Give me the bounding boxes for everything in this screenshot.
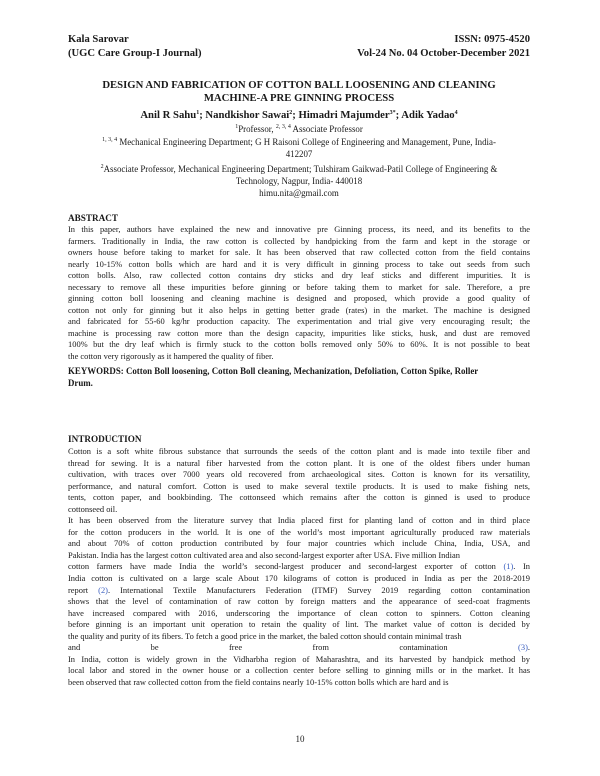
roles-text-1: Professor, bbox=[238, 124, 276, 134]
intro-p2-line: and about 70% of cotton production contributed by four major countries which include China, India, USA, and bbox=[68, 538, 530, 549]
p2-line-7a: report bbox=[68, 584, 99, 595]
issn: ISSN: 0975-4520 bbox=[454, 34, 530, 45]
page-number: 10 bbox=[295, 734, 305, 744]
abstract-line: owners house before taking to market for sale. It has been observed that raw collected cotton from the field contains bbox=[68, 247, 530, 258]
intro-paragraph-2 bbox=[68, 515, 530, 654]
abstract-line: machine is processing raw cotton more than the design capacity, impurities like sticks, husk, and dust are removed bbox=[68, 327, 530, 338]
intro-p1-line: thread for sewing. It is a natural fiber harvested from the cotton plant. It is one of the oldest fibers under human bbox=[68, 457, 530, 468]
author-list bbox=[68, 109, 530, 122]
volume-info: Vol-24 No. 04 October-December 2021 bbox=[357, 48, 530, 59]
title-line-1: DESIGN AND FABRICATION OF COTTON BALL LOOSENING AND CLEANING bbox=[102, 79, 496, 91]
roles-text-2: Associate Professor bbox=[290, 124, 363, 134]
intro-p2-line: have increased compared with 2016, underscoring the importance of clean cotton to spinners. Cotton cleaning bbox=[68, 607, 530, 618]
intro-p1-line: tents, cotton paper, and bookbinding. The cottonseed which remains after the cotton is ginned is used to produce bbox=[68, 492, 530, 503]
abstract-line: 100% but the dry leaf which is firmly stuck to the cotton bolls removed only 50% to 60%. It is not possible to beat bbox=[68, 339, 530, 350]
introduction-heading: INTRODUCTION bbox=[68, 434, 142, 444]
intro-p2-line: for the cotton producers in the world. It is one of the world’s most important agriculturally produced raw materials bbox=[68, 526, 530, 537]
abstract-line: cotton not only for ginning but it also helps in getting better grade (rates) in the market. The machine is designed bbox=[68, 304, 530, 315]
author-roles bbox=[68, 123, 530, 135]
title-line-2: MACHINE-A PRE GINNING PROCESS bbox=[203, 92, 395, 104]
abstract-heading: ABSTRACT bbox=[68, 213, 119, 223]
affil-1-line-2: 412207 bbox=[285, 149, 313, 159]
intro-p2-line: Pakistan. India has the largest cotton cultivated area and also second-largest exporter after USA. Five million Indian bbox=[68, 549, 460, 560]
author-1-sup: 1 bbox=[196, 110, 200, 116]
p2-line-5a: cotton farmers have made India the world’s second-largest producer and second-largest exporter of cotton bbox=[68, 561, 504, 572]
intro-p3-line: In India, cotton is widely grown in the Vidharbha region of Maharashtra, and its harvested by handpick method by bbox=[68, 653, 530, 664]
contact-email: himu.nita@gmail.com bbox=[259, 188, 339, 198]
introduction-body bbox=[68, 446, 530, 688]
intro-p1-line: cottonseed oil. bbox=[68, 503, 118, 514]
author-3: ; Himadri Majumder bbox=[292, 109, 390, 121]
intro-p2-line: the quality and purity of its fibers. To fetch a good price in the market, the baled cotton should contain minimal trash bbox=[68, 630, 462, 641]
affiliation-2 bbox=[68, 163, 530, 187]
intro-p1-line: Cotton is a soft white fibrous substance that surrounds the seeds of the cotton plant and is made into textile fiber and bbox=[68, 446, 530, 456]
abstract-body bbox=[68, 224, 530, 363]
journal-group: (UGC Care Group-I Journal) bbox=[68, 48, 202, 59]
intro-p2-line: It has been observed from the literature survey that India placed first for planting land of cotton and in third place bbox=[68, 515, 530, 526]
keywords bbox=[68, 365, 530, 389]
intro-p1-line: performance, and natural comfort. Cotton is used to make several textile products. It is used to make fishing nets, bbox=[68, 480, 530, 491]
journal-name: Kala Sarovar bbox=[68, 34, 129, 45]
affiliation-1 bbox=[68, 136, 530, 160]
p2-last-b: . bbox=[527, 642, 530, 653]
abstract-line: ginning cotton boll loosening and cleaning machine is designed and proposed, which provide a good quality of bbox=[68, 293, 530, 304]
citation-1[interactable]: (1) bbox=[503, 561, 514, 572]
author-4: ; Adik Yadao bbox=[395, 109, 455, 121]
author-4-sup: 4 bbox=[454, 110, 458, 116]
affil-2-sup: 2 bbox=[100, 164, 104, 170]
intro-paragraph-3 bbox=[68, 654, 530, 689]
roles-sup-1: 1 bbox=[235, 124, 239, 130]
abstract-line: necessary to remove all these impurities before ginning or before taking them to market for sale. Therefore, a pre bbox=[68, 281, 530, 292]
intro-p2-line: shows that the level of contamination of raw cotton by foreign matters and the appearance of seed-coat fragments bbox=[68, 596, 530, 607]
p2-last-a: and be free from contamination bbox=[68, 642, 519, 653]
p2-line-5b: . In bbox=[513, 561, 530, 572]
author-2-sup: 2 bbox=[289, 110, 293, 116]
affil-1-line-1: Mechanical Engineering Department; G H Raisoni College of Engineering and Management, Pune, India- bbox=[117, 137, 496, 147]
intro-p3-line: local labor and stored in the owner house or a collection center before selling to ginning mills or in the market. It has bbox=[68, 665, 530, 676]
affil-1-sup: 1, 3, 4 bbox=[102, 137, 118, 143]
abstract-line: In this paper, authors have explained the new and innovative pre Ginning process, its need, and its benefits to the bbox=[68, 224, 530, 234]
intro-p1-line: cultivation, with traces over 7000 years old recovered from archaeological sites. Cotton is known for its versatility, bbox=[68, 469, 530, 480]
intro-p2-line: before ginning is an important unit operation to retain the quality of lint. The market value of cotton is decided by bbox=[68, 619, 530, 630]
roles-sup-2: 2, 3, 4 bbox=[275, 124, 291, 130]
affil-2-line-2: Technology, Nagpur, India- 440018 bbox=[235, 176, 363, 186]
paper-title bbox=[68, 79, 530, 105]
affil-2-line-1: Associate Professor, Mechanical Engineering Department; Tulshiram Gaikwad-Patil College of Engineering & bbox=[103, 164, 498, 174]
citation-2[interactable]: (2) bbox=[98, 584, 108, 595]
keywords-line-1: KEYWORDS: Cotton Boll loosening, Cotton Boll cleaning, Mechanization, Defoliation, Cotton Spike, Roller bbox=[68, 366, 479, 376]
author-2: ; Nandkishor Sawai bbox=[199, 109, 290, 121]
abstract-line: the cotton very rigorously as it hampered the quality of fiber. bbox=[68, 351, 274, 362]
intro-paragraph-1 bbox=[68, 446, 530, 515]
keywords-line-2: Drum. bbox=[68, 378, 93, 388]
author-1: Anil R Sahu bbox=[140, 109, 197, 121]
abstract-line: nearly 10-15% cotton bolls which are hard and it is very difficult in ginning process to take out seeds from such bbox=[68, 258, 530, 269]
abstract-line: and fabricated for 55-60 kg/hr production capacity. The experimentation and trial give very encouraging result; the bbox=[68, 316, 530, 327]
p2-line-6: India cotton is cultivated on a large scale About 170 kilograms of cotton is produced in India as per the 2018-2019 bbox=[68, 573, 530, 584]
author-3-sup: 3* bbox=[389, 110, 396, 116]
intro-p3-line: been observed that raw collected cotton from the field contains nearly 10-15% cotton bolls which are hard and is bbox=[68, 676, 449, 687]
citation-3[interactable]: (3) bbox=[518, 642, 528, 653]
abstract-line: cotton bolls. Also, raw collected cotton contains dry sticks and dry leaf sticks and different impurities. It is bbox=[68, 270, 530, 281]
abstract-line: farmers. Traditionally in India, the raw cotton is collected by handpicking from the farm and kept in the storage or bbox=[68, 235, 530, 246]
p2-line-7b: . International Textile Manufacturers Federation (ITMF) Survey 2019 regarding cotton contamination bbox=[108, 584, 530, 595]
